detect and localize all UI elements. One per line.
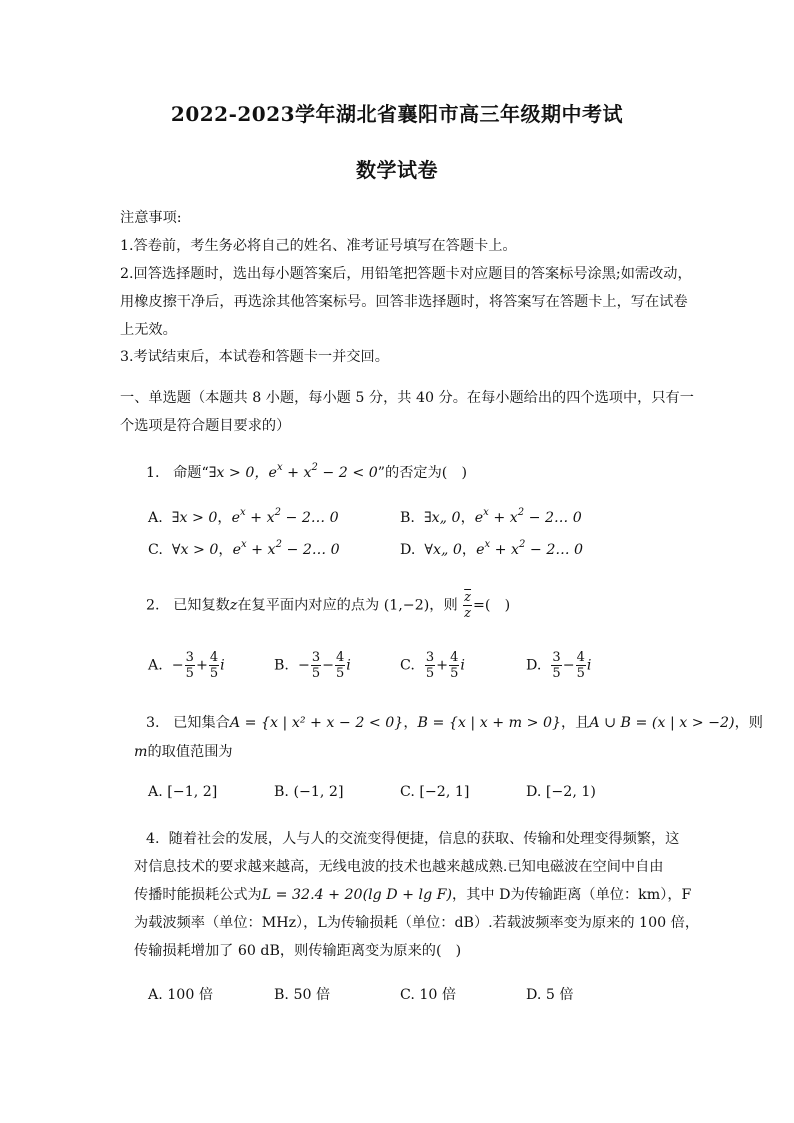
q1-option-d[interactable]: D. ∀x„ 0，$e^x + x^2$ − 2… 0 xyxy=(400,539,584,558)
question-2-stem: 2. 已知复数z在复平面内对应的点为 (1,−2)，则 $\frac{\overline{z}}{z}$ =( ) xyxy=(146,590,511,621)
q1-option-a[interactable]: A. ∃x > 0，$e^x + x^2$ − 2… 0 xyxy=(148,507,339,526)
exam-title: 2022-2023学年湖北省襄阳市高三年级期中考试 xyxy=(170,102,624,126)
question-4-line-2: 对信息技术的要求越来越高，无线电波的技术也越来越成熟.已知电磁波在空间中自由 xyxy=(134,859,664,875)
q3-option-a[interactable]: A. [−1, 2] xyxy=(148,784,218,800)
q2-option-a[interactable]: A. − $\frac{3}{5}$ + $\frac{4}{5}$ i xyxy=(148,650,225,681)
q3-option-d[interactable]: D. [−2, 1) xyxy=(526,784,596,800)
q4-option-c[interactable]: C. 10 倍 xyxy=(400,987,457,1003)
q4-option-b[interactable]: B. 50 倍 xyxy=(274,987,331,1003)
exam-subtitle: 数学试卷 xyxy=(356,158,438,182)
question-4-line-3: 传播时能损耗公式为L = 32.4 + 20(lg D + lg F)，其中 D为传输距离（单位：km），F xyxy=(134,887,692,903)
q2-option-c[interactable]: C. $\frac{3}{5}$ + $\frac{4}{5}$ i xyxy=(400,650,465,681)
q2-option-b[interactable]: B. − $\frac{3}{5}$ − $\frac{4}{5}$ i xyxy=(274,650,351,681)
note-line-3: 用橡皮擦干净后，再选涂其他答案标号。回答非选择题时，将答案写在答题卡上，写在试卷 xyxy=(120,294,688,310)
note-line-1: 1.答卷前，考生务必将自己的姓名、准考证号填写在答题卡上。 xyxy=(120,238,517,254)
question-4-line-4: 为载波频率（单位：MHz），L为传输损耗（单位：dB）.若载波频率变为原来的 100 倍， xyxy=(134,915,700,931)
question-number: 1. xyxy=(146,465,160,481)
q3-option-c[interactable]: C. [−2, 1] xyxy=(400,784,470,800)
note-line-2: 2.回答选择题时，选出每小题答案后，用铅笔把答题卡对应题目的答案标号涂黑;如需改动， xyxy=(120,266,692,282)
q4-option-a[interactable]: A. 100 倍 xyxy=(148,987,214,1003)
q1-option-b[interactable]: B. ∃x„ 0，$e^x + x^2$ − 2… 0 xyxy=(400,507,582,526)
question-4-line-5: 传输损耗增加了 60 dB，则传输距离变为原来的( ) xyxy=(134,943,462,959)
notes-heading: 注意事项: xyxy=(120,210,182,226)
question-3-stem-line-2: m的取值范围为 xyxy=(134,744,233,760)
note-line-5: 3.考试结束后，本试卷和答题卡一并交回。 xyxy=(120,349,389,365)
q4-option-d[interactable]: D. 5 倍 xyxy=(526,987,574,1003)
section-heading-line-1: 一、单选题（本题共 8 小题，每小题 5 分，共 40 分。在每小题给出的四个选项中，只有一 xyxy=(120,390,694,406)
question-1-stem: 1. 命题“∃x > 0，$e^x + x^2 - 2 < 0$”的否定为( ) xyxy=(146,462,468,481)
q1-option-c[interactable]: C. ∀x > 0，$e^x + x^2$ − 2… 0 xyxy=(148,539,340,558)
question-4-line-1: 4. 随着社会的发展，人与人的交流变得便捷，信息的获取、传输和处理变得频繁，这 xyxy=(146,831,680,847)
section-heading-line-2: 个选项是符合题目要求的） xyxy=(120,418,291,434)
note-line-4: 上无效。 xyxy=(120,322,177,338)
question-3-stem-line-1: 3. 已知集合A = {x | x² + x − 2 < 0}，B = {x | x + m > 0}，且A ∪ B = (x | x > −2)，则 xyxy=(146,715,763,731)
q3-option-b[interactable]: B. (−1, 2] xyxy=(274,784,344,800)
q2-option-d[interactable]: D. $\frac{3}{5}$ − $\frac{4}{5}$ i xyxy=(526,650,592,681)
